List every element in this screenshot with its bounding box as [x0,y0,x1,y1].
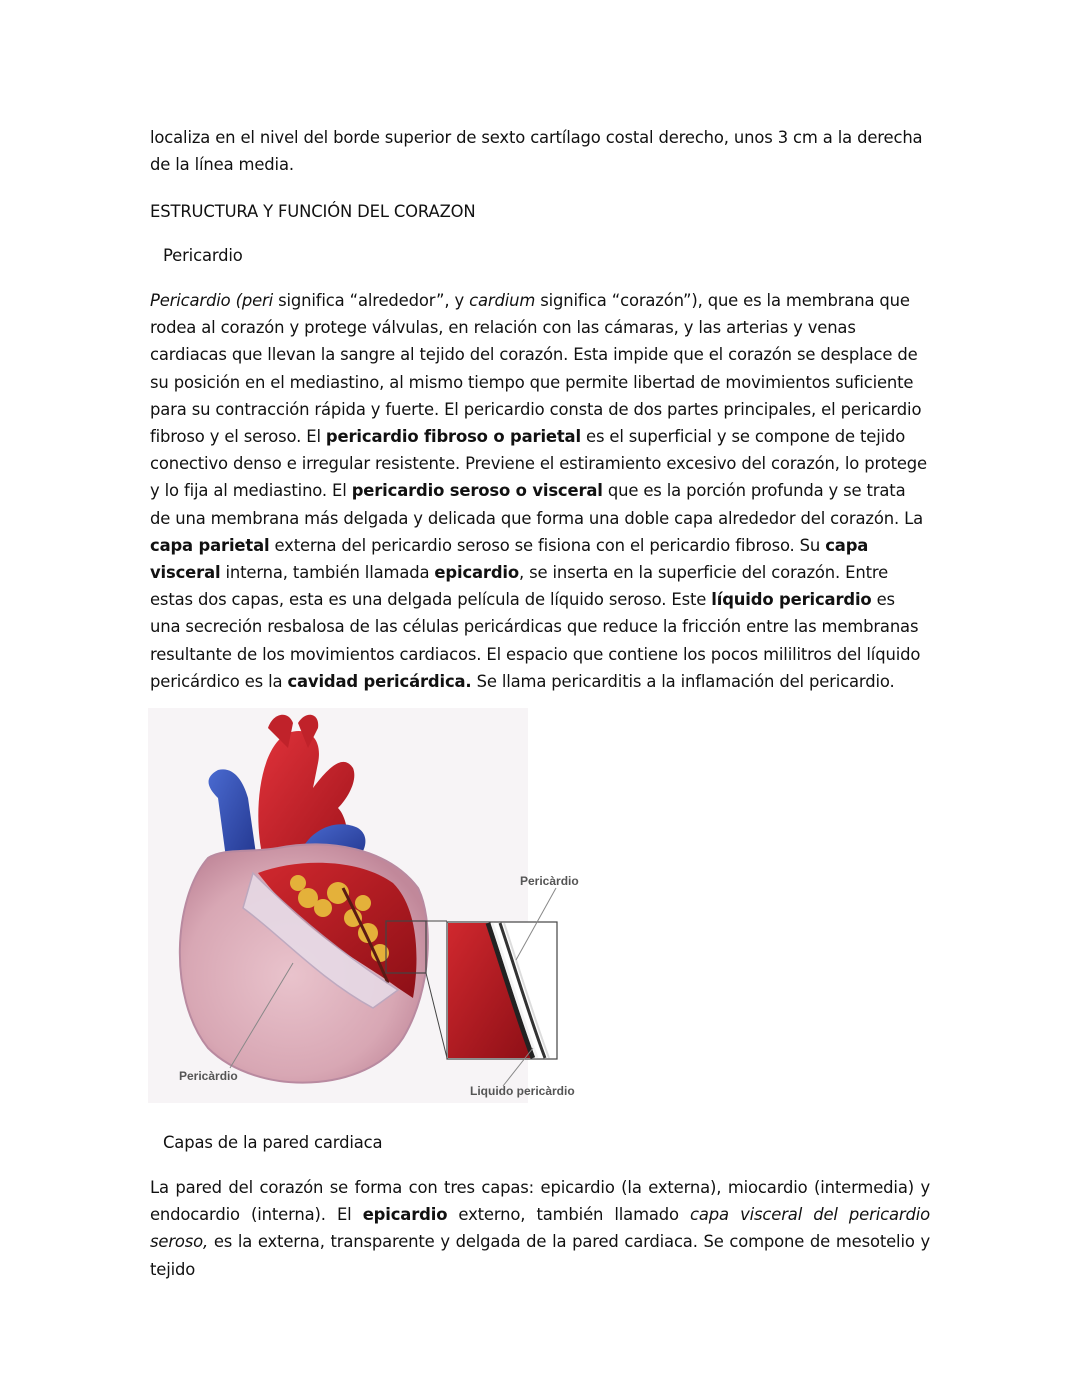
text-run: Se llama pericarditis a la inflamación del pericardio. [471,671,895,691]
bold-term: capa parietal [150,535,270,555]
intro-paragraph: localiza en el nivel del borde superior de sexto cartílago costal derecho, unos 3 cm a la derecha de la línea media. [150,128,923,175]
text-run: externo, también llamado [447,1205,691,1225]
heart-illustration [148,708,598,1108]
label-pericardio-left: Pericàrdio [179,1069,238,1083]
text-run: significa “alrededor”, y [273,291,470,310]
bold-term: epicardio [434,563,520,583]
text-run: significa “corazón”), que es la membrana que rodea al corazón y protege válvulas, en relación con las cámaras, y las arterias y venas cardiacas que llevan la sangre al tejido del corazón. Esta impide que el corazón se desplace de su posición en el mediastino, al mismo tiempo que permite libertad de movimientos suficiente para su contracción rápida y fuerte. El pericardio consta de dos partes principales, el pericardio fibroso y el seroso. El [150,291,922,447]
bold-term: cavidad pericárdica. [287,671,472,691]
bold-term: pericardio seroso o visceral [351,481,603,501]
text-run: La pared del corazón se forma con tres capas: epicardio (la externa), miocardio (intermedia) y endocardio (interna). El [150,1178,930,1225]
pericardio-paragraph [150,287,930,695]
label-pericardio-top: Pericàrdio [520,874,579,888]
bold-term: epicardio [362,1205,448,1225]
label-liquido-pericardio: Liquido pericàrdio [470,1084,575,1098]
heart-pericardium-figure [148,708,598,1108]
bold-term: capa visceral [150,535,869,583]
section-heading: ESTRUCTURA Y FUNCIÓN DEL CORAZON [150,202,476,221]
text-run: , se inserta en la superficie del corazón. Entre estas dos capas, esta es una delgada película de líquido seroso. Este [150,563,889,610]
text-run: es el superficial y se compone de tejido conectivo denso e irregular resistente. Previene el estiramiento excesivo del corazón, lo protege y lo fija al mediastino. El [150,427,927,501]
text-run: interna, también llamada [220,563,435,583]
text-run: que es la porción profunda y se trata de una membrana más delgada y delicada que forma una doble capa alrededor del corazón. La [150,481,923,528]
text-run: externa del pericardio seroso se fisiona con el pericardio fibroso. Su [269,535,826,555]
italic-term: cardium [469,291,536,310]
text-run: es la externa, transparente y delgada de la pared cardiaca. Se compone de mesotelio y tejido [150,1232,930,1279]
bold-term: líquido pericardio [711,590,872,610]
bold-term: pericardio fibroso o parietal [325,427,581,447]
capas-subheading: Capas de la pared cardiaca [163,1133,383,1152]
text-run: es una secreción resbalosa de las células pericárdicas que reduce la fricción entre las membranas resultante de los movimientos cardiacos. El espacio que contiene los pocos mililitros del líquido pericárdico es la [150,590,921,691]
italic-term: Pericardio (peri [150,291,274,310]
italic-term: capa visceral del pericardio seroso, [150,1205,930,1252]
zoom-inset [447,922,557,1059]
capas-paragraph [150,1174,930,1283]
pericardio-subheading: Pericardio [163,246,243,265]
